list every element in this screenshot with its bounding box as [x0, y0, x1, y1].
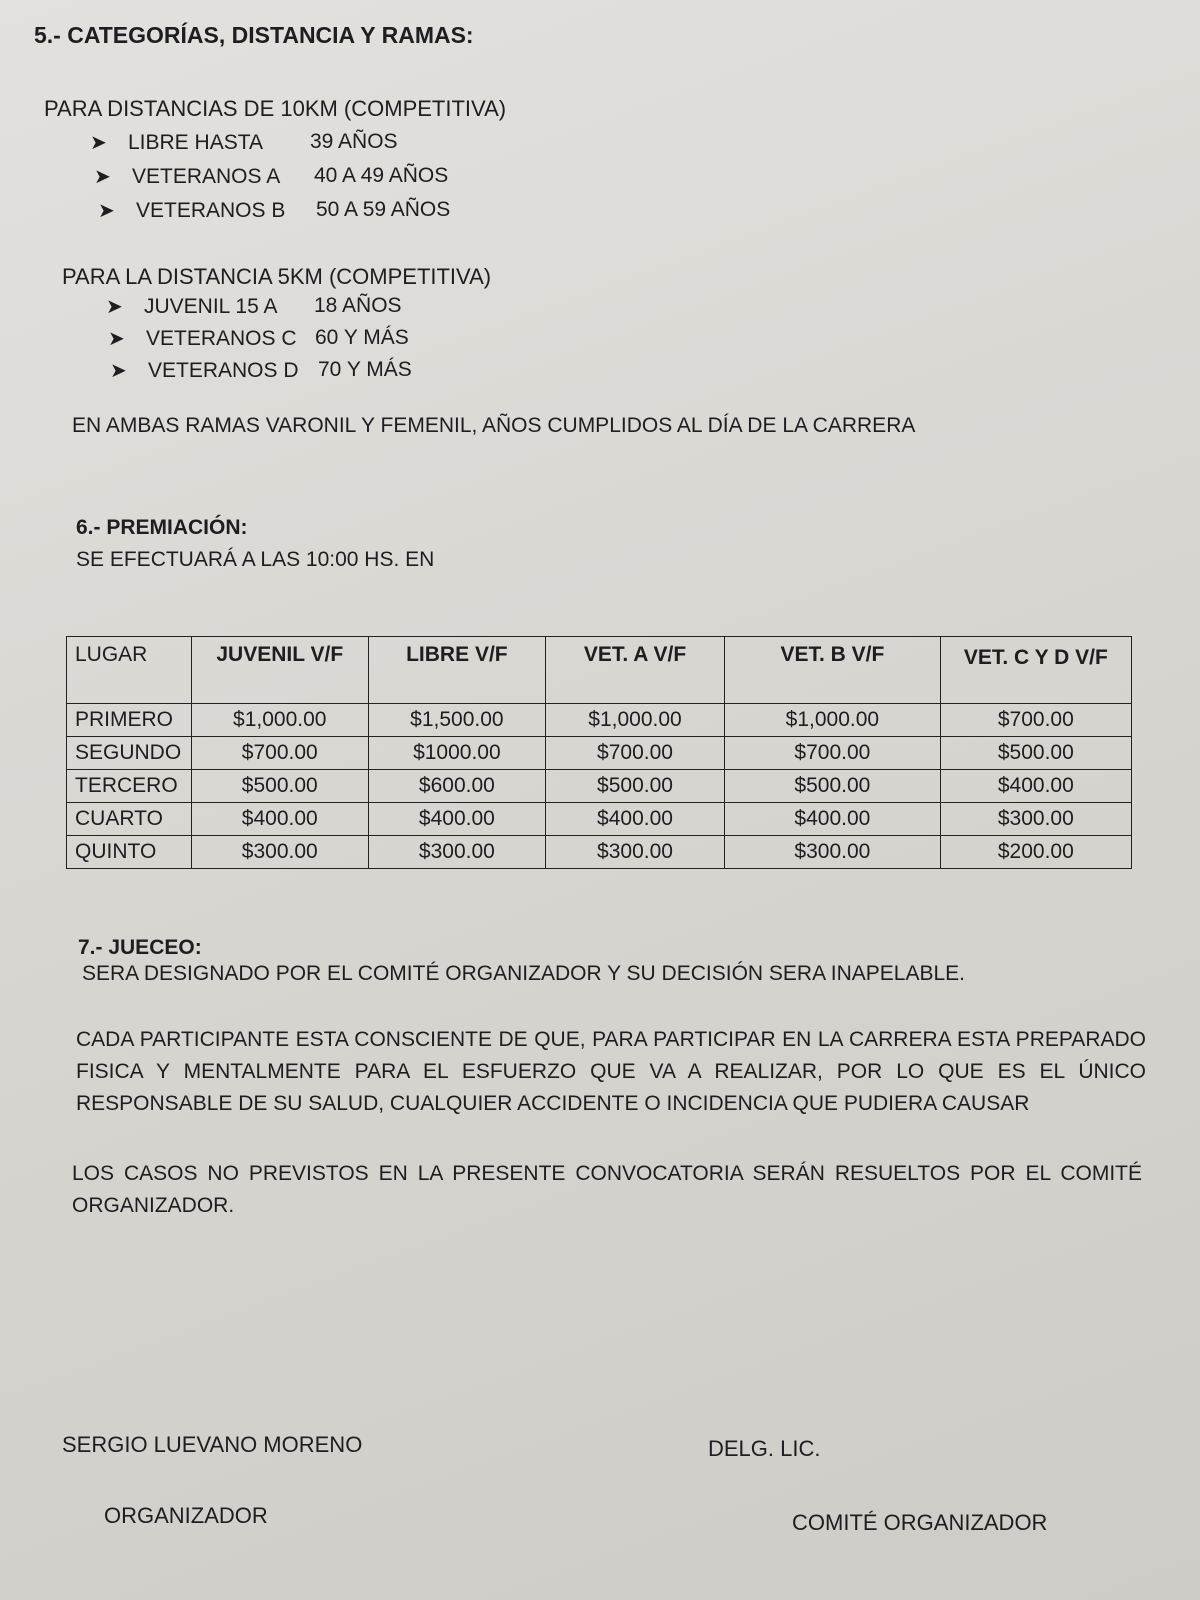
prize-cell: $500.00 — [940, 737, 1131, 770]
category-range: 70 Y MÁS — [318, 358, 412, 381]
table-row — [67, 836, 1132, 869]
prize-cell: $500.00 — [725, 770, 941, 803]
group10k-title: PARA DISTANCIAS DE 10KM (COMPETITIVA) — [44, 96, 507, 121]
header-vet-a: VET. A V/F — [545, 637, 724, 704]
header-vet-b: VET. B V/F — [725, 637, 941, 704]
place-cell: QUINTO — [67, 836, 192, 869]
table-row — [67, 803, 1132, 836]
category-label: VETERANOS B — [136, 198, 286, 222]
prize-cell: $300.00 — [940, 803, 1131, 836]
category-label: LIBRE HASTA — [128, 130, 263, 154]
prize-cell: $1,000.00 — [191, 704, 368, 737]
prize-table — [66, 636, 1132, 869]
prize-cell: $700.00 — [191, 737, 368, 770]
category-item — [94, 164, 280, 189]
header-libre: LIBRE V/F — [368, 637, 545, 704]
section6-title: 6.- PREMIACIÓN: — [76, 516, 248, 539]
signature-left-name: SERGIO LUEVANO MORENO — [62, 1432, 363, 1457]
prize-cell: $400.00 — [191, 803, 368, 836]
prize-cell: $500.00 — [545, 770, 724, 803]
category-item — [110, 358, 299, 383]
prize-cell: $600.00 — [368, 770, 545, 803]
prize-cell: $500.00 — [191, 770, 368, 803]
header-vet-cd: VET. C Y D V/F — [940, 637, 1131, 704]
prize-cell: $1,000.00 — [545, 704, 724, 737]
unforeseen-cases-paragraph: LOS CASOS NO PREVISTOS EN LA PRESENTE CONVOCATORIA SERÁN RESUELTOS POR EL COMITÉ ORGANIZADOR. — [72, 1162, 1142, 1217]
category-range: 50 A 59 AÑOS — [316, 198, 451, 221]
group5k-title: PARA LA DISTANCIA 5KM (COMPETITIVA) — [62, 264, 492, 289]
signature-right-role: COMITÉ ORGANIZADOR — [792, 1510, 1048, 1535]
arrow-bullet-icon: ➤ — [94, 166, 111, 188]
prize-cell: $1000.00 — [368, 737, 545, 770]
section7-title: 7.- JUECEO: — [78, 936, 202, 959]
prize-cell: $400.00 — [725, 803, 941, 836]
prize-cell: $300.00 — [191, 836, 368, 869]
place-cell: TERCERO — [67, 770, 192, 803]
header-lugar: LUGAR — [67, 637, 192, 704]
category-range: 18 AÑOS — [314, 294, 402, 317]
category-item — [90, 130, 263, 155]
signature-right-name: DELG. LIC. — [708, 1436, 821, 1461]
arrow-bullet-icon: ➤ — [108, 328, 125, 350]
prize-cell: $700.00 — [940, 704, 1131, 737]
category-item — [106, 294, 277, 319]
section5-note: EN AMBAS RAMAS VARONIL Y FEMENIL, AÑOS CUMPLIDOS AL DÍA DE LA CARRERA — [72, 414, 916, 437]
category-range: 60 Y MÁS — [315, 326, 409, 349]
category-item — [98, 198, 285, 223]
category-item — [108, 326, 297, 351]
section5-title: 5.- CATEGORÍAS, DISTANCIA Y RAMAS: — [34, 22, 474, 48]
category-range: 40 A 49 AÑOS — [314, 164, 449, 187]
category-label: VETERANOS D — [148, 358, 299, 382]
category-label: VETERANOS A — [132, 164, 281, 188]
liability-paragraph: CADA PARTICIPANTE ESTA CONSCIENTE DE QUE, PARA PARTICIPAR EN LA CARRERA ESTA PREPARADO FISICA Y MENTALMENTE PARA EL ESFUERZO QUE VA A REALIZAR, POR LO QUE ES EL ÚNICO RESPONSABLE DE SU SALUD, CUALQUIER ACCIDENTE O INCIDENCIA QUE PUDIERA CAUSAR — [76, 1028, 1146, 1115]
category-label: VETERANOS C — [146, 326, 297, 350]
place-cell: PRIMERO — [67, 704, 192, 737]
prize-cell: $700.00 — [725, 737, 941, 770]
section6-text: SE EFECTUARÁ A LAS 10:00 HS. EN — [76, 548, 435, 571]
place-cell: SEGUNDO — [67, 737, 192, 770]
prize-cell: $1,500.00 — [368, 704, 545, 737]
arrow-bullet-icon: ➤ — [110, 360, 127, 382]
table-row — [67, 704, 1132, 737]
header-juvenil: JUVENIL V/F — [191, 637, 368, 704]
prize-cell: $300.00 — [725, 836, 941, 869]
table-header-row — [67, 637, 1132, 704]
prize-cell: $1,000.00 — [725, 704, 941, 737]
table-row — [67, 770, 1132, 803]
signature-left-role: ORGANIZADOR — [104, 1503, 268, 1528]
arrow-bullet-icon: ➤ — [90, 132, 107, 154]
prize-cell: $200.00 — [940, 836, 1131, 869]
prize-cell: $400.00 — [940, 770, 1131, 803]
place-cell: CUARTO — [67, 803, 192, 836]
prize-cell: $300.00 — [368, 836, 545, 869]
table-row — [67, 737, 1132, 770]
prize-cell: $400.00 — [545, 803, 724, 836]
arrow-bullet-icon: ➤ — [106, 296, 123, 318]
prize-cell: $400.00 — [368, 803, 545, 836]
prize-cell: $700.00 — [545, 737, 724, 770]
arrow-bullet-icon: ➤ — [98, 200, 115, 222]
category-range: 39 AÑOS — [310, 130, 398, 153]
prize-cell: $300.00 — [545, 836, 724, 869]
section7-text: SERA DESIGNADO POR EL COMITÉ ORGANIZADOR Y SU DECISIÓN SERA INAPELABLE. — [82, 962, 966, 985]
category-label: JUVENIL 15 A — [144, 294, 278, 318]
